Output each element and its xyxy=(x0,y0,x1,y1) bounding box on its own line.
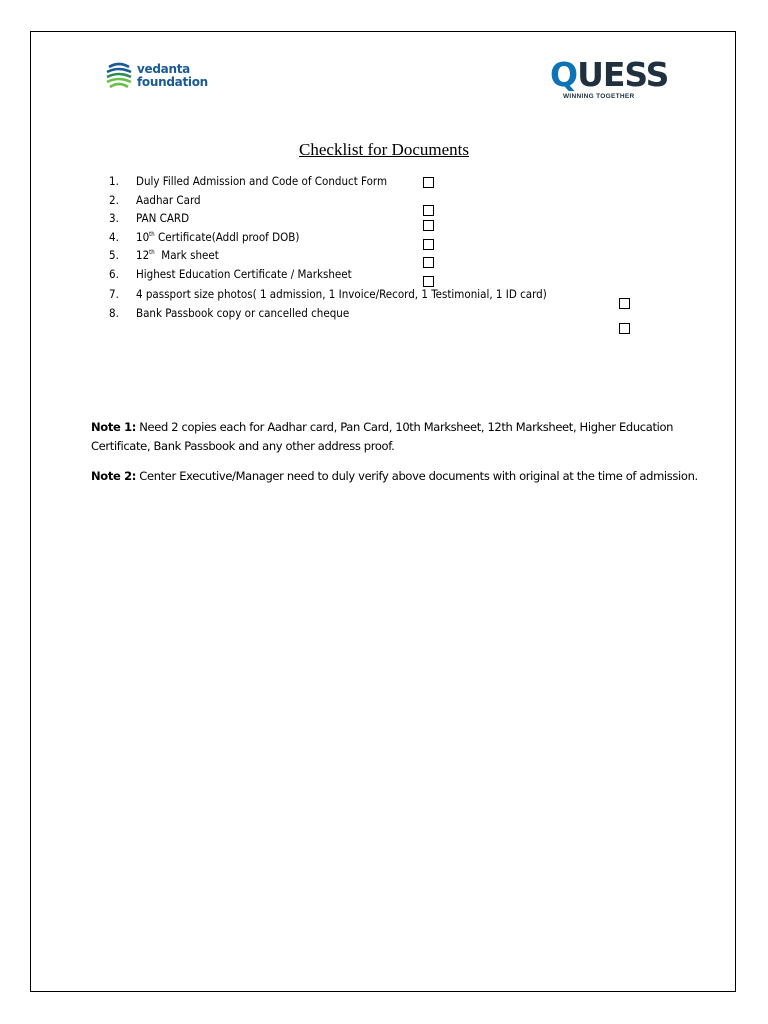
item-text: Bank Passbook copy or cancelled cheque xyxy=(136,306,350,320)
item-number: 1. xyxy=(109,174,119,188)
checkbox-item-7[interactable] xyxy=(619,298,630,309)
item-number: 8. xyxy=(109,306,119,320)
checkbox-item-4[interactable] xyxy=(423,239,434,250)
item-number: 2. xyxy=(109,193,119,207)
item-text: PAN CARD xyxy=(136,211,190,225)
item-text: Highest Education Certificate / Marksheet xyxy=(136,267,352,281)
item-text: Mark sheet xyxy=(154,248,219,262)
item-number: 3. xyxy=(109,211,119,225)
quess-logo xyxy=(550,55,669,108)
item-text: Duly Filled Admission and Code of Conduct Form xyxy=(136,174,388,188)
checkbox-item-2[interactable] xyxy=(423,205,434,216)
item-number: 4. xyxy=(109,230,119,244)
checkbox-item-6[interactable] xyxy=(423,276,434,287)
checklist-item-8 xyxy=(109,306,349,320)
item-number: 6. xyxy=(109,267,119,281)
item-prefix: 12 xyxy=(136,248,150,262)
item-prefix: 10 xyxy=(136,230,150,244)
note-1-text: Need 2 copies each for Aadhar card, Pan Card, 10th Marksheet, 12th Marksheet, Higher Education Certificate, Bank Passbook and any other address proof. xyxy=(91,420,674,453)
checklist-item-5 xyxy=(109,248,219,262)
checkbox-item-5[interactable] xyxy=(423,257,434,268)
item-text: Aadhar Card xyxy=(136,193,201,207)
item-number: 5. xyxy=(109,248,119,262)
checklist-item-3 xyxy=(109,211,189,225)
checklist-item-6 xyxy=(109,267,352,281)
item-superscript: th xyxy=(149,231,155,238)
vedanta-foundation-logo xyxy=(105,59,215,99)
item-text: 4 passport size photos( 1 admission, 1 Invoice/Record, 1 Testimonial, 1 ID card) xyxy=(136,287,547,301)
item-text: Certificate(Addl proof DOB) xyxy=(154,230,300,244)
note-1 xyxy=(91,418,701,456)
note-2-text: Center Executive/Manager need to duly verify above documents with original at the time of admission. xyxy=(135,469,698,483)
checklist-item-7 xyxy=(109,287,547,301)
note-1-label: Note 1: xyxy=(91,420,136,434)
quess-logo-wordmark xyxy=(550,55,669,94)
item-superscript: th xyxy=(149,249,155,256)
checklist-item-4 xyxy=(109,230,299,244)
checkbox-item-8[interactable] xyxy=(619,323,630,334)
vedanta-wave-icon xyxy=(105,59,135,93)
document-title: Checklist for Documents xyxy=(299,140,469,159)
vedanta-logo-line2: foundation xyxy=(137,75,208,89)
note-2 xyxy=(91,467,701,486)
vedanta-logo-line1: vedanta xyxy=(137,62,190,76)
quess-logo-q: Q xyxy=(550,55,578,94)
quess-logo-tagline: WINNING TOGETHER xyxy=(563,93,635,100)
checkbox-item-3[interactable] xyxy=(423,220,434,231)
vedanta-logo-text xyxy=(137,63,208,89)
item-number: 7. xyxy=(109,287,119,301)
checklist-item-2 xyxy=(109,193,201,207)
note-2-label: Note 2: xyxy=(91,469,136,483)
document-page xyxy=(30,31,736,992)
quess-logo-word: UESS xyxy=(577,55,669,94)
checkbox-item-1[interactable] xyxy=(423,177,434,188)
checklist-item-1 xyxy=(109,174,387,188)
